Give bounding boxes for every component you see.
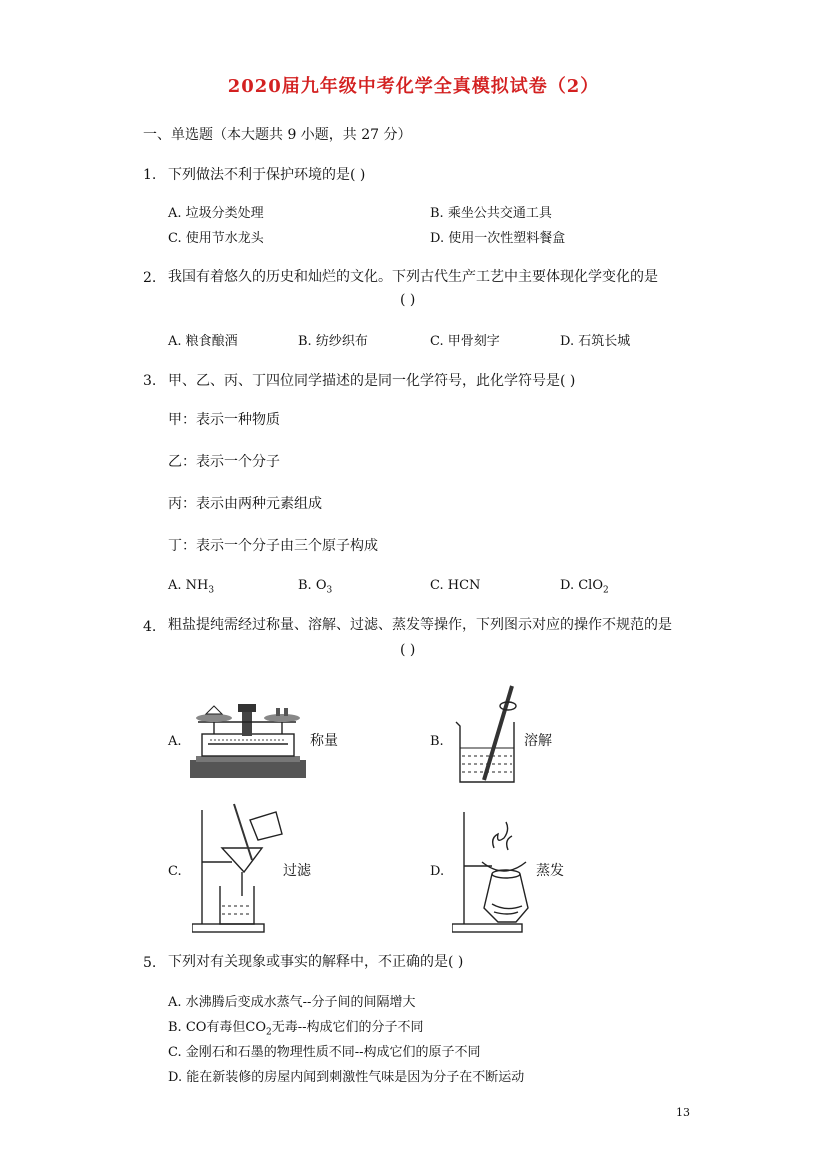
question-4-option-a-letter: A.	[168, 734, 182, 749]
question-5-option-c: C. 金刚石和石墨的物理性质不同--构成它们的原子不同	[168, 1045, 481, 1060]
question-2-option-b: B. 纺纱织布	[298, 334, 368, 349]
question-3-statement-ding: 丁：表示一个分子由三个原子构成	[168, 538, 378, 554]
section-heading: 一、单选题（本大题共 9 小题，共 27 分）	[143, 127, 412, 143]
question-3-number: 3.	[143, 373, 157, 389]
question-4-option-b-caption: 溶解	[524, 733, 552, 749]
question-2-answer-paren: ( )	[400, 292, 416, 308]
question-3-statement-bing: 丙：表示由两种元素组成	[168, 496, 322, 512]
question-4-number: 4.	[143, 619, 157, 635]
question-3-option-d: D. ClO$_2$	[560, 578, 609, 596]
evaporation-illustration	[452, 808, 548, 934]
question-3-statement-yi: 乙：表示一个分子	[168, 454, 280, 470]
question-5-option-d: D. 能在新装修的房屋内闻到刺激性气味是因为分子在不断运动	[168, 1070, 525, 1085]
dissolving-beaker-illustration	[452, 684, 522, 786]
question-3-statement-jia: 甲：表示一种物质	[168, 412, 280, 428]
question-2-option-d: D. 石筑长城	[560, 334, 631, 349]
question-5-number: 5.	[143, 955, 157, 971]
document-title: 2020届九年级中考化学全真模拟试卷（2）	[227, 76, 600, 97]
question-1-option-a: A. 垃圾分类处理	[168, 206, 264, 221]
question-4-option-d-caption: 蒸发	[536, 863, 564, 879]
question-4-option-a-caption: 称量	[310, 733, 338, 749]
page-number: 13	[676, 1106, 690, 1119]
question-1-option-d: D. 使用一次性塑料餐盒	[430, 231, 566, 246]
question-2-option-a: A. 粮食酿酒	[168, 334, 238, 349]
question-1-stem: 下列做法不利于保护环境的是( )	[168, 167, 366, 183]
question-5-option-b: B. CO有毒但$CO_2$无毒--构成它们的分子不同	[168, 1020, 424, 1038]
question-4-stem: 粗盐提纯需经过称量、溶解、过滤、蒸发等操作，下列图示对应的操作不规范的是	[168, 617, 672, 633]
question-4-option-c-caption: 过滤	[283, 863, 311, 879]
balance-scale-illustration	[188, 696, 308, 782]
question-2-number: 2.	[143, 270, 157, 286]
question-2-option-c: C. 甲骨刻字	[430, 334, 500, 349]
question-4-option-c-letter: C.	[168, 864, 182, 879]
question-5-stem: 下列对有关现象或事实的解释中，不正确的是( )	[168, 954, 464, 970]
question-4-option-b-letter: B.	[430, 734, 444, 749]
question-2-stem: 我国有着悠久的历史和灿烂的文化。下列古代生产工艺中主要体现化学变化的是	[168, 269, 658, 285]
question-3-option-a: A. $NH_3$	[168, 578, 215, 596]
question-3-stem: 甲、乙、丙、丁四位同学描述的是同一化学符号，此化学符号是( )	[168, 373, 576, 389]
question-3-option-c: C. HCN	[430, 578, 481, 593]
question-1-option-b: B. 乘坐公共交通工具	[430, 206, 552, 221]
question-1-option-c: C. 使用节水龙头	[168, 231, 264, 246]
filtration-illustration	[192, 800, 284, 934]
question-5-option-a: A. 水沸腾后变成水蒸气--分子间的间隔增大	[168, 995, 416, 1010]
question-3-option-b: B. $O_3$	[298, 578, 333, 596]
question-1-number: 1.	[143, 167, 157, 183]
question-4-answer-paren: ( )	[400, 642, 416, 658]
question-4-option-d-letter: D.	[430, 864, 445, 879]
